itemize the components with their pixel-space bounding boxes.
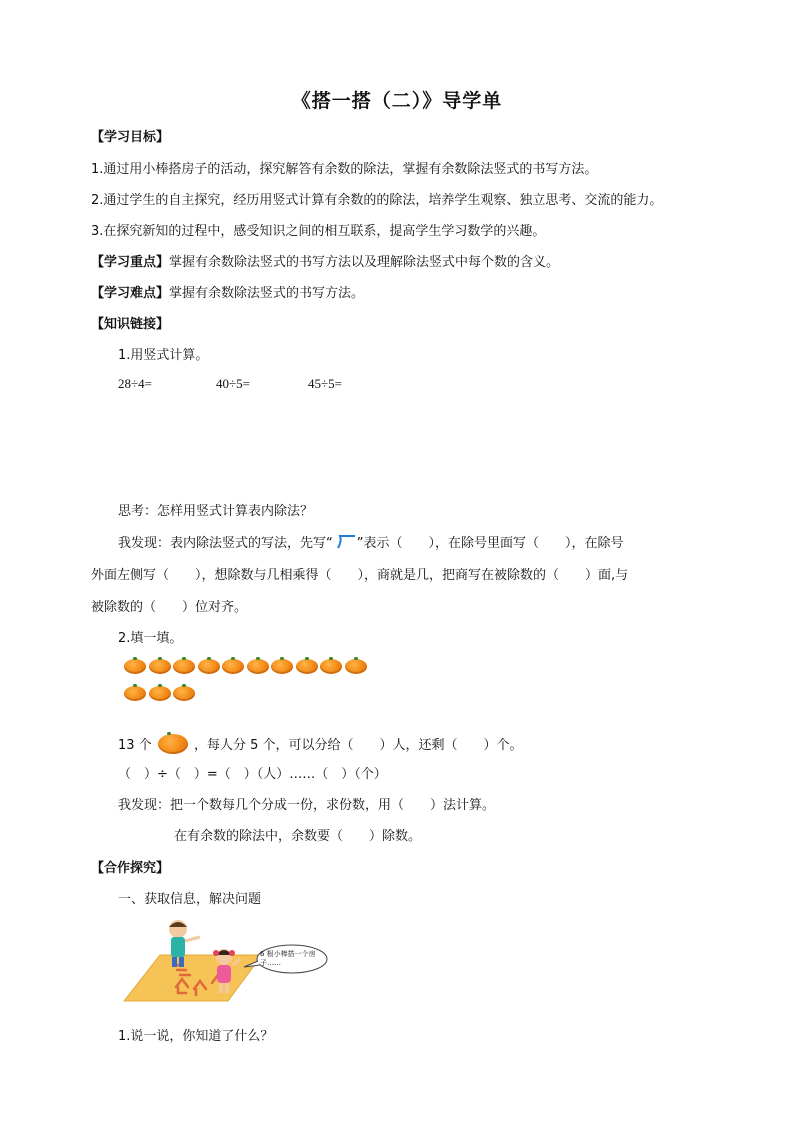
key-point-text: 掌握有余数除法竖式的书写方法以及理解除法竖式中每个数的含义。 <box>169 255 560 270</box>
discover-line-1-part-b: ”表示（ ），在除号里面写（ ），在除号 <box>356 536 624 551</box>
orange-item <box>198 659 220 674</box>
discover-line-3: 被除数的（ ）位对齐。 <box>91 600 248 615</box>
calc-3: 45÷5= <box>308 376 342 391</box>
orange-item <box>271 659 293 674</box>
difficulty-text: 掌握有余数除法竖式的书写方法。 <box>169 286 365 301</box>
fill-line-prefix: 13 个 <box>118 738 152 753</box>
discover3: 在有余数的除法中，余数要（ ）除数。 <box>174 829 422 844</box>
children-building-illustration <box>120 915 340 1007</box>
knowledge-q1-title: 1.用竖式计算。 <box>118 348 209 363</box>
knowledge-q2-title: 2.填一填。 <box>118 631 183 646</box>
calc-2: 40÷5= <box>216 376 250 391</box>
orange-item <box>173 686 195 701</box>
think-question: 思考：怎样用竖式计算表内除法？ <box>118 504 314 519</box>
objective-item-2: 2.通过学生的自主探究，经历用竖式计算有余数的的除法，培养学生观察、独立思考、交流的能力。 <box>91 193 663 208</box>
calc-1: 28÷4= <box>118 376 152 391</box>
discover-line-1 <box>118 532 624 551</box>
orange-item <box>149 659 171 674</box>
cooperation-q1: 1.说一说，你知道了什么？ <box>118 1029 274 1044</box>
cooperation-heading: 【合作探究】 <box>91 861 170 876</box>
discover-line-2: 外面左侧写（ ），想除数与几相乘得（ ），商就是几，把商写在被除数的（ ）面,与 <box>91 568 629 583</box>
orange-item <box>247 659 269 674</box>
objective-item-1: 1.通过用小棒搭房子的活动，探究解答有余数的除法，掌握有余数除法竖式的书写方法。 <box>91 162 598 177</box>
difficulty-label: 【学习难点】 <box>91 286 170 301</box>
orange-item <box>173 659 195 674</box>
discover2: 我发现：把一个数每几个分成一份，求份数，用（ ）法计算。 <box>118 798 496 813</box>
orange-item <box>296 659 318 674</box>
fill-line-suffix: ，每人分 5 个，可以分给（ ）人，还剩（ ）个。 <box>193 738 523 753</box>
key-point <box>91 251 559 270</box>
orange-icon <box>158 731 188 753</box>
orange-item <box>320 659 342 674</box>
division-sign-icon <box>334 533 356 549</box>
orange-item <box>222 659 244 674</box>
key-point-label: 【学习重点】 <box>91 255 170 270</box>
orange-item <box>345 659 367 674</box>
orange-item <box>149 686 171 701</box>
speech-bubble-text: 6 根小棒搭一个房子…… <box>260 950 316 967</box>
knowledge-heading: 【知识链接】 <box>91 317 170 332</box>
objective-item-3: 3.在探究新知的过程中，感受知识之间的相互联系，提高学生学习数学的兴趣。 <box>91 224 546 239</box>
discover-line-1-part-a: 我发现：表内除法竖式的写法，先写“ <box>118 536 333 551</box>
equation-line: （ ）÷（ ）=（ ）（人）……（ ）（个） <box>118 767 387 782</box>
orange-item <box>124 686 146 701</box>
section1-title: 一、获取信息，解决问题 <box>118 892 262 907</box>
page-title: 《搭一搭（二）》导学单 <box>291 90 503 112</box>
objectives-heading: 【学习目标】 <box>91 130 170 145</box>
fill-line <box>118 731 523 753</box>
orange-item <box>124 659 146 674</box>
difficulty <box>91 282 364 301</box>
